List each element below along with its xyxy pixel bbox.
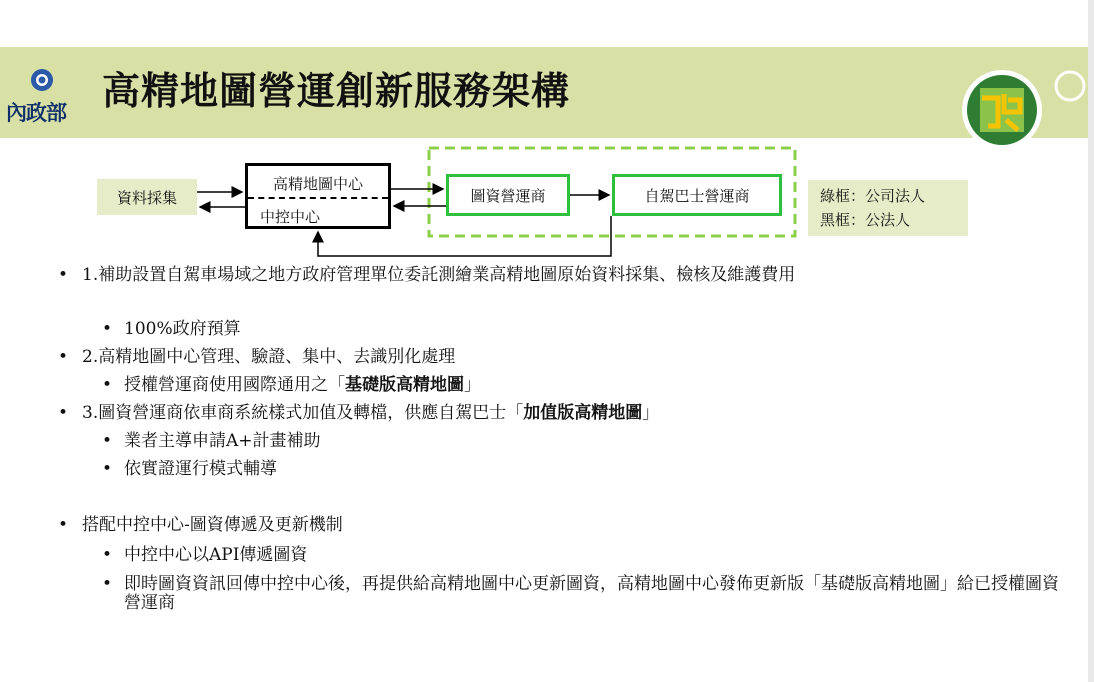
bullet-text: 即時圖資資訊回傳中控中心後，再提供給高精地圖中心更新圖資，高精地圖中心發佈更新版「基礎版高精地圖」給已授權圖資營運商 [124, 574, 1059, 613]
bullet-dot: • [58, 265, 69, 285]
bullet-dot: • [102, 375, 113, 395]
bus-operator-box: 自駕巴士營運商 [612, 174, 782, 216]
legend [808, 180, 968, 236]
legend-green: 綠框：公司法人 [820, 187, 926, 205]
bullet-dot: • [102, 319, 113, 339]
bullet-text: 搭配中控中心-圖資傳遞及更新機制 [82, 515, 343, 535]
page-title: 高精地圖營運創新服務架構 [102, 69, 571, 113]
bullet-text: 授權營運商使用國際通用之「基礎版高精地圖」 [124, 375, 481, 395]
bullet-text: 3.圖資營運商依車商系統樣式加值及轉檔，供應自駕巴士「加值版高精地圖」 [82, 403, 660, 423]
bullet-dot: • [58, 515, 69, 535]
bullet-text: 2.高精地圖中心管理、驗證、集中、去識別化處理 [82, 347, 456, 367]
bullet-dot: • [102, 431, 113, 451]
bullet-text: 依實證運行模式輔導 [124, 459, 277, 479]
bullet-text: 中控中心以API傳遞圖資 [124, 545, 308, 565]
bullet-dot: • [58, 403, 69, 423]
bullet-dot: • [102, 545, 113, 565]
bullet-dot: • [102, 459, 113, 479]
bullet-text: 業者主導申請A+計畫補助 [124, 431, 321, 451]
bullet-text: 100%政府預算 [124, 319, 241, 339]
bullet-text: 1.補助設置自駕車場域之地方政府管理單位委託測繪業高精地圖原始資料採集、檢核及維護費用 [82, 265, 796, 285]
ministry-logo-text: 內政部 [6, 101, 66, 125]
legend-black: 黑框：公法人 [820, 211, 911, 229]
bullet-dot: • [102, 574, 113, 594]
control-center-label: 中控中心 [260, 208, 321, 226]
bullet-dot: • [58, 347, 69, 367]
data-collection-box: 資料採集 [97, 179, 197, 215]
hd-map-center-label: 高精地圖中心 [272, 175, 363, 193]
hd-map-center-box [245, 163, 391, 229]
map-operator-box: 圖資營運商 [446, 174, 570, 216]
center-divider [248, 197, 388, 199]
